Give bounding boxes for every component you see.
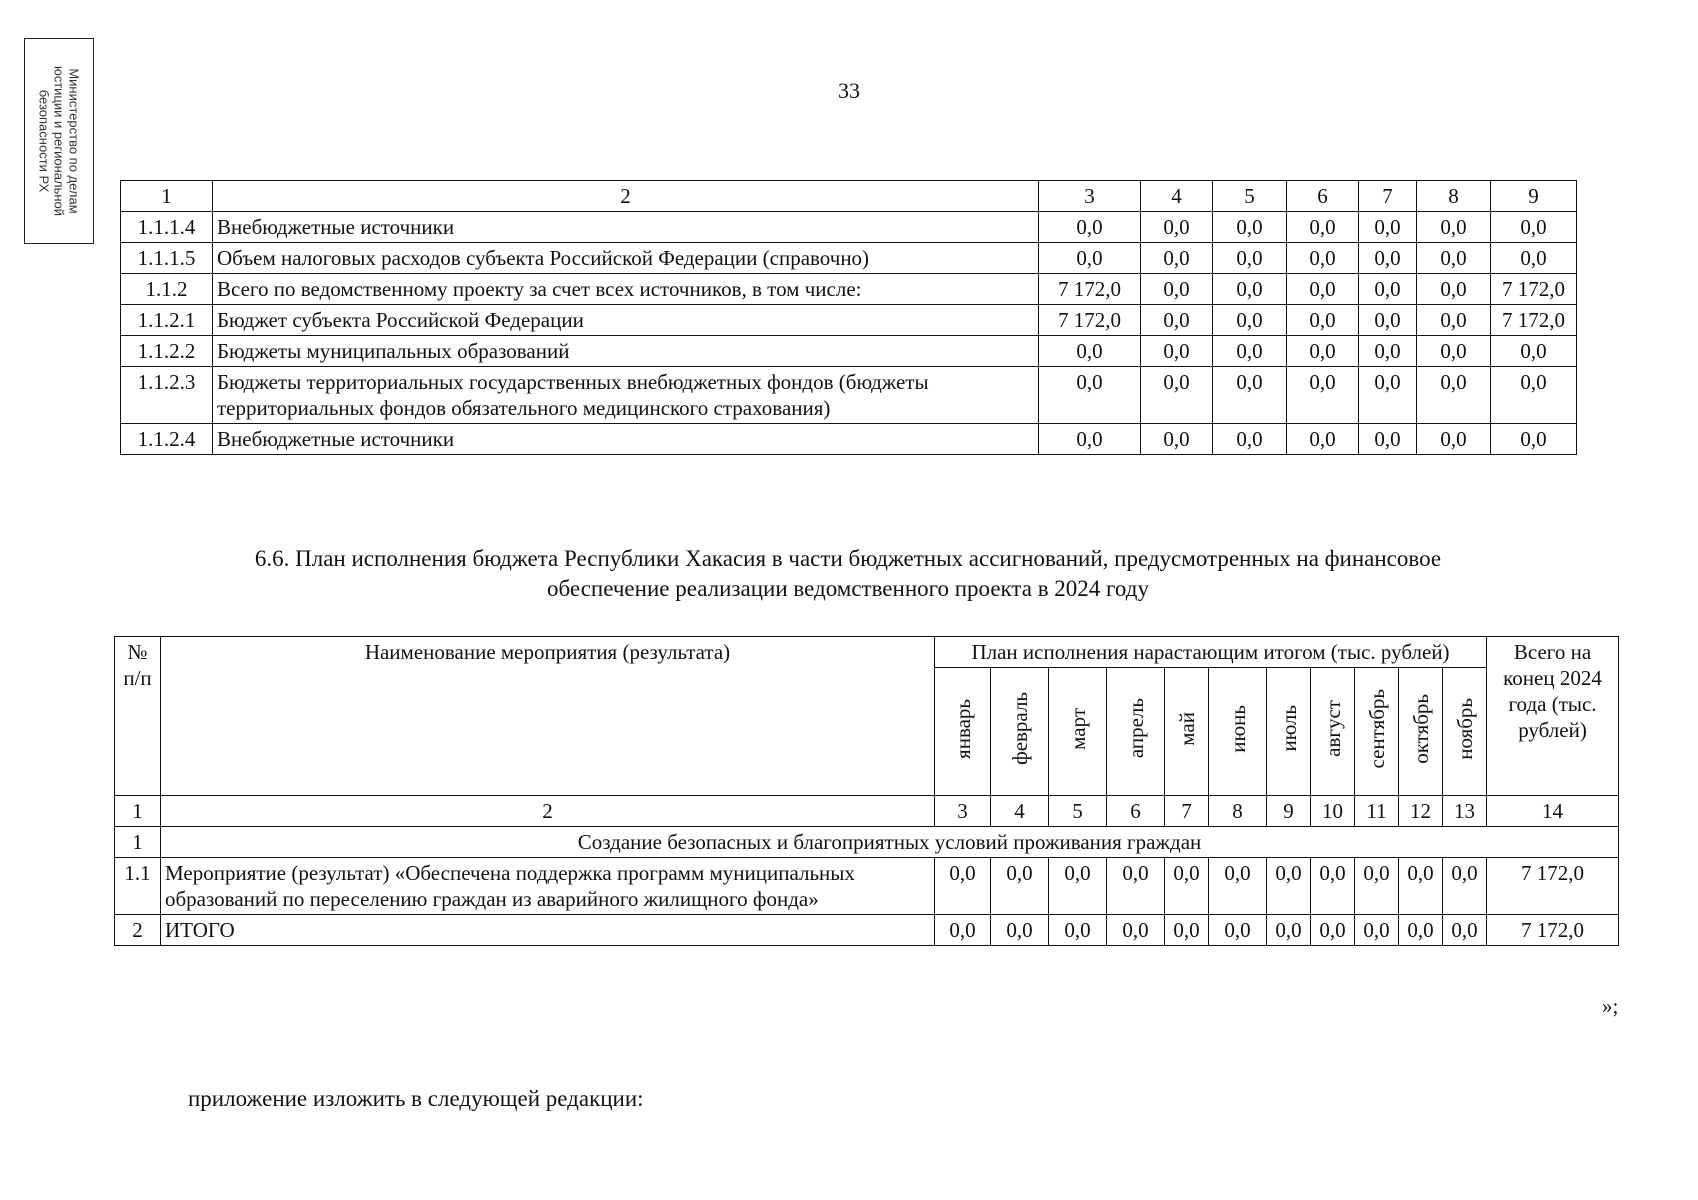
row-value: 0,0 — [1355, 915, 1399, 946]
row-value: 0,0 — [1287, 336, 1359, 367]
row-number: 1.1.2.4 — [121, 424, 213, 455]
column-number: 5 — [1049, 796, 1107, 827]
table-row — [115, 858, 1619, 915]
month-header — [1311, 668, 1355, 796]
column-number: 13 — [1443, 796, 1487, 827]
month-label: октябрь — [1408, 693, 1433, 764]
month-header — [1443, 668, 1487, 796]
month-label: август — [1320, 700, 1345, 757]
row-value: 0,0 — [1039, 336, 1141, 367]
month-header — [991, 668, 1049, 796]
column-header: 1 — [121, 181, 213, 212]
column-number: 11 — [1355, 796, 1399, 827]
column-number: 8 — [1209, 796, 1267, 827]
section-title-line-1: 6.6. План исполнения бюджета Республики Хакасия в части бюджетных ассигнований, предусмотренных на финансовое — [254, 546, 1442, 571]
month-header — [1267, 668, 1311, 796]
row-value: 0,0 — [1417, 424, 1491, 455]
row-number: 1.1.1.5 — [121, 243, 213, 274]
column-number: 2 — [161, 796, 935, 827]
row-value: 0,0 — [1039, 424, 1141, 455]
column-header: 9 — [1491, 181, 1577, 212]
row-value: 0,0 — [1491, 424, 1577, 455]
row-number: 1.1.2.1 — [121, 305, 213, 336]
row-value: 0,0 — [1399, 915, 1443, 946]
row-value: 7 172,0 — [1491, 274, 1577, 305]
row-value: 0,0 — [1213, 336, 1287, 367]
row-value: 0,0 — [1359, 305, 1417, 336]
row-value: 0,0 — [1491, 336, 1577, 367]
row-value: 0,0 — [1267, 915, 1311, 946]
row-name: Внебюджетные источники — [213, 424, 1039, 455]
group-title: Создание безопасных и благоприятных условий проживания граждан — [161, 827, 1619, 858]
row-value: 0,0 — [1213, 274, 1287, 305]
row-value: 0,0 — [1491, 367, 1577, 424]
header-num: № п/п — [115, 637, 161, 796]
column-number: 14 — [1487, 796, 1619, 827]
row-value: 0,0 — [1287, 367, 1359, 424]
row-value: 0,0 — [935, 858, 991, 915]
row-value: 0,0 — [1141, 212, 1213, 243]
column-header: 6 — [1287, 181, 1359, 212]
stamp-text — [37, 41, 82, 241]
row-value: 0,0 — [1039, 367, 1141, 424]
month-label: апрель — [1123, 698, 1148, 759]
row-value: 0,0 — [1443, 858, 1487, 915]
column-number: 6 — [1107, 796, 1165, 827]
row-total: 7 172,0 — [1487, 858, 1619, 915]
group-number: 1 — [115, 827, 161, 858]
row-name: Всего по ведомственному проекту за счет всех источников, в том числе: — [213, 274, 1039, 305]
month-label: февраль — [1007, 692, 1032, 765]
table-row — [121, 336, 1577, 367]
row-value: 0,0 — [1209, 858, 1267, 915]
row-number: 1.1.2.2 — [121, 336, 213, 367]
row-value: 0,0 — [991, 858, 1049, 915]
row-value: 0,0 — [1311, 858, 1355, 915]
row-value: 0,0 — [1359, 424, 1417, 455]
row-value: 0,0 — [1141, 274, 1213, 305]
row-name: Бюджет субъекта Российской Федерации — [213, 305, 1039, 336]
table-row — [121, 243, 1577, 274]
row-value: 7 172,0 — [1039, 274, 1141, 305]
row-name: ИТОГО — [161, 915, 935, 946]
month-header — [1355, 668, 1399, 796]
column-number: 3 — [935, 796, 991, 827]
row-value: 0,0 — [1491, 243, 1577, 274]
row-value: 0,0 — [1443, 915, 1487, 946]
row-value: 0,0 — [1417, 243, 1491, 274]
row-value: 0,0 — [1399, 858, 1443, 915]
row-number: 1.1.1.4 — [121, 212, 213, 243]
row-value: 0,0 — [1213, 243, 1287, 274]
row-value: 0,0 — [1359, 367, 1417, 424]
month-label: май — [1174, 711, 1199, 746]
row-value: 0,0 — [1287, 424, 1359, 455]
closing-text: приложение изложить в следующей редакции: — [188, 1086, 644, 1111]
month-label: июнь — [1225, 704, 1250, 753]
row-value: 0,0 — [1417, 305, 1491, 336]
row-value: 0,0 — [1039, 212, 1141, 243]
row-value: 0,0 — [1107, 915, 1165, 946]
row-value: 0,0 — [1039, 243, 1141, 274]
table-row — [121, 367, 1577, 424]
table-row — [121, 274, 1577, 305]
funding-sources-table — [120, 180, 1577, 455]
row-value: 0,0 — [1287, 243, 1359, 274]
column-number: 10 — [1311, 796, 1355, 827]
row-value: 0,0 — [1213, 212, 1287, 243]
row-value: 0,0 — [1141, 305, 1213, 336]
month-label: июль — [1276, 705, 1301, 752]
row-value: 0,0 — [1359, 243, 1417, 274]
ministry-stamp — [24, 38, 94, 244]
row-number: 1.1 — [115, 858, 161, 915]
row-value: 0,0 — [1213, 305, 1287, 336]
header-total: Всего на конец 2024 года (тыс. рублей) — [1487, 637, 1619, 796]
row-value: 0,0 — [1417, 367, 1491, 424]
row-value: 0,0 — [1491, 212, 1577, 243]
column-header: 3 — [1039, 181, 1141, 212]
row-value: 0,0 — [991, 915, 1049, 946]
column-header: 5 — [1213, 181, 1287, 212]
row-value: 0,0 — [1165, 915, 1209, 946]
row-name: Бюджеты территориальных государственных внебюджетных фондов (бюджеты территориальных фондов обязательного медицинского страхования) — [213, 367, 1039, 424]
column-header: 4 — [1141, 181, 1213, 212]
row-value: 0,0 — [1311, 915, 1355, 946]
row-value: 0,0 — [1287, 274, 1359, 305]
column-number: 7 — [1165, 796, 1209, 827]
budget-plan-table — [114, 636, 1619, 946]
row-name: Бюджеты муниципальных образований — [213, 336, 1039, 367]
row-value: 0,0 — [1359, 336, 1417, 367]
column-numbers-row — [115, 796, 1619, 827]
row-value: 0,0 — [1213, 424, 1287, 455]
row-value: 0,0 — [1141, 243, 1213, 274]
row-value: 0,0 — [1141, 336, 1213, 367]
row-value: 0,0 — [1165, 858, 1209, 915]
row-value: 0,0 — [1141, 424, 1213, 455]
stamp-line-1: Министерство по делам — [66, 68, 82, 214]
column-number: 4 — [991, 796, 1049, 827]
row-value: 0,0 — [935, 915, 991, 946]
row-value: 0,0 — [1417, 336, 1491, 367]
column-header: 8 — [1417, 181, 1491, 212]
row-number: 2 — [115, 915, 161, 946]
row-value: 0,0 — [1141, 367, 1213, 424]
stamp-line-3: безопасности РХ — [36, 89, 52, 193]
row-value: 0,0 — [1417, 274, 1491, 305]
month-label: март — [1065, 707, 1090, 750]
month-header — [1107, 668, 1165, 796]
month-label: ноябрь — [1452, 697, 1477, 760]
row-value: 0,0 — [1359, 212, 1417, 243]
row-value: 0,0 — [1287, 212, 1359, 243]
header-name: Наименование мероприятия (результата) — [161, 637, 935, 796]
row-value: 0,0 — [1359, 274, 1417, 305]
row-value: 0,0 — [1049, 915, 1107, 946]
table-header-row — [121, 181, 1577, 212]
table-row — [115, 915, 1619, 946]
month-header — [935, 668, 991, 796]
column-number: 9 — [1267, 796, 1311, 827]
table-closing-mark: »; — [1602, 994, 1619, 1018]
row-value: 7 172,0 — [1039, 305, 1141, 336]
row-value: 0,0 — [1107, 858, 1165, 915]
row-number: 1.1.2.3 — [121, 367, 213, 424]
column-number: 1 — [115, 796, 161, 827]
row-value: 7 172,0 — [1491, 305, 1577, 336]
table-row — [121, 212, 1577, 243]
header-plan: План исполнения нарастающим итогом (тыс. рублей) — [935, 637, 1487, 668]
row-value: 0,0 — [1287, 305, 1359, 336]
month-header — [1399, 668, 1443, 796]
row-value: 0,0 — [1049, 858, 1107, 915]
table-header-row — [115, 637, 1619, 668]
row-name: Мероприятие (результат) «Обеспечена поддержка программ муниципальных образований по переселению граждан из аварийного жилищного фонда» — [161, 858, 935, 915]
row-value: 0,0 — [1355, 858, 1399, 915]
row-number: 1.1.2 — [121, 274, 213, 305]
table-row — [121, 424, 1577, 455]
row-name: Внебюджетные источники — [213, 212, 1039, 243]
row-value: 0,0 — [1209, 915, 1267, 946]
row-total: 7 172,0 — [1487, 915, 1619, 946]
column-number: 12 — [1399, 796, 1443, 827]
month-header — [1209, 668, 1267, 796]
page-number: 33 — [838, 78, 860, 103]
section-title-line-2: обеспечение реализации ведомственного проекта в 2024 году — [547, 576, 1149, 601]
group-row — [115, 827, 1619, 858]
row-name: Объем налоговых расходов субъекта Российской Федерации (справочно) — [213, 243, 1039, 274]
row-value: 0,0 — [1417, 212, 1491, 243]
row-value: 0,0 — [1267, 858, 1311, 915]
column-header: 7 — [1359, 181, 1417, 212]
table-row — [121, 305, 1577, 336]
month-header — [1165, 668, 1209, 796]
column-header: 2 — [213, 181, 1039, 212]
section-title — [120, 544, 1576, 604]
month-label: январь — [950, 698, 975, 759]
month-label: сентябрь — [1364, 688, 1389, 769]
row-value: 0,0 — [1213, 367, 1287, 424]
month-header — [1049, 668, 1107, 796]
stamp-line-2: юстиции и региональной — [51, 65, 67, 217]
